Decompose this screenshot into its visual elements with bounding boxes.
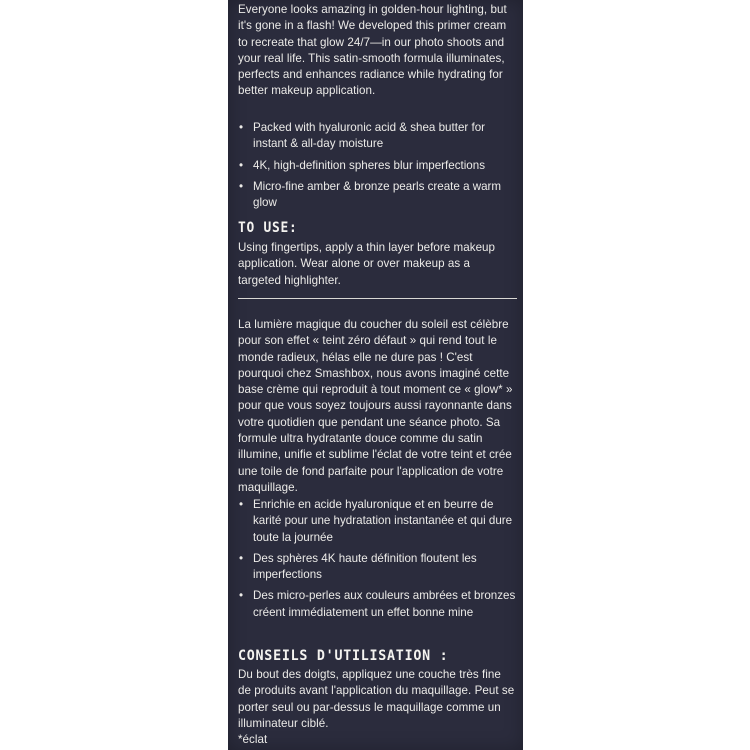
- list-item: [238, 179, 517, 212]
- english-description: Everyone looks amazing in golden-hour lighting, but it's gone in a flash! We developed this primer cream to recreate that glow 24/7—in our photo shoots and your real life. This satin-smooth formula illuminates, perfects and enhances radiance while hydrating for better makeup application.: [238, 3, 507, 98]
- benefit-text: Des sphères 4K haute définition floutent les imperfections: [253, 551, 477, 582]
- benefit-text: Enrichie en acide hyaluronique et en beurre de karité pour une hydratation instantanée et qui dure toute la journée: [253, 498, 513, 544]
- bullet-icon: •: [239, 589, 244, 603]
- list-item: [238, 588, 517, 621]
- benefit-text: Packed with hyaluronic acid & shea butter for instant & all-day moisture: [253, 121, 485, 151]
- conseils-instructions: Du bout des doigts, appliquez une couche très fine de produits avant l'application du maquillage. Peut se porter seul ou par-dessus le maquillage comme un illuminateur ciblé.: [238, 668, 515, 730]
- benefit-text: 4K, high-definition spheres blur imperfections: [253, 158, 485, 172]
- bullet-icon: •: [239, 121, 244, 134]
- section-divider: [238, 298, 517, 299]
- benefit-text: Des micro-perles aux couleurs ambrées et bronzes créent immédiatement un effet bonne mine: [253, 589, 516, 619]
- bullet-icon: •: [239, 158, 244, 172]
- benefit-text: Micro-fine amber & bronze pearls create a warm glow: [253, 179, 502, 210]
- bullet-icon: •: [239, 551, 244, 565]
- to-use-heading: TO USE:: [238, 220, 298, 236]
- list-item: [238, 120, 517, 153]
- to-use-instructions: Using fingertips, apply a thin layer before makeup application. Wear alone or over makeup as a targeted highlighter.: [238, 241, 496, 287]
- list-item: [238, 551, 517, 584]
- english-benefit-list: [238, 120, 517, 216]
- bullet-icon: •: [239, 498, 244, 511]
- conseils-heading: CONSEILS D'UTILISATION :: [238, 648, 449, 664]
- list-item: [238, 158, 517, 174]
- french-description: La lumière magique du coucher du soleil est célèbre pour son effet « teint zéro défaut » qui rend tout le monde radieux, hélas elle ne dure pas ! C'est pourquoi chez Smashbox, nous avons imaginé cette base crème qui reproduit à tout moment ce « glow* » pour que vous soyez toujours aussi rayonnante dans votre quotidien que pendant une séance photo. Sa formule ultra hydratante douce comme du satin illumine, unifie et sublime l'éclat de votre teint et crée une toile de fond parfaite pour l'application de votre maquillage.: [238, 318, 513, 494]
- list-item: [238, 497, 517, 546]
- french-benefit-list: [238, 497, 517, 626]
- bullet-icon: •: [239, 179, 244, 193]
- packaging-panel: [228, 0, 523, 750]
- footnote: *éclat: [238, 733, 268, 746]
